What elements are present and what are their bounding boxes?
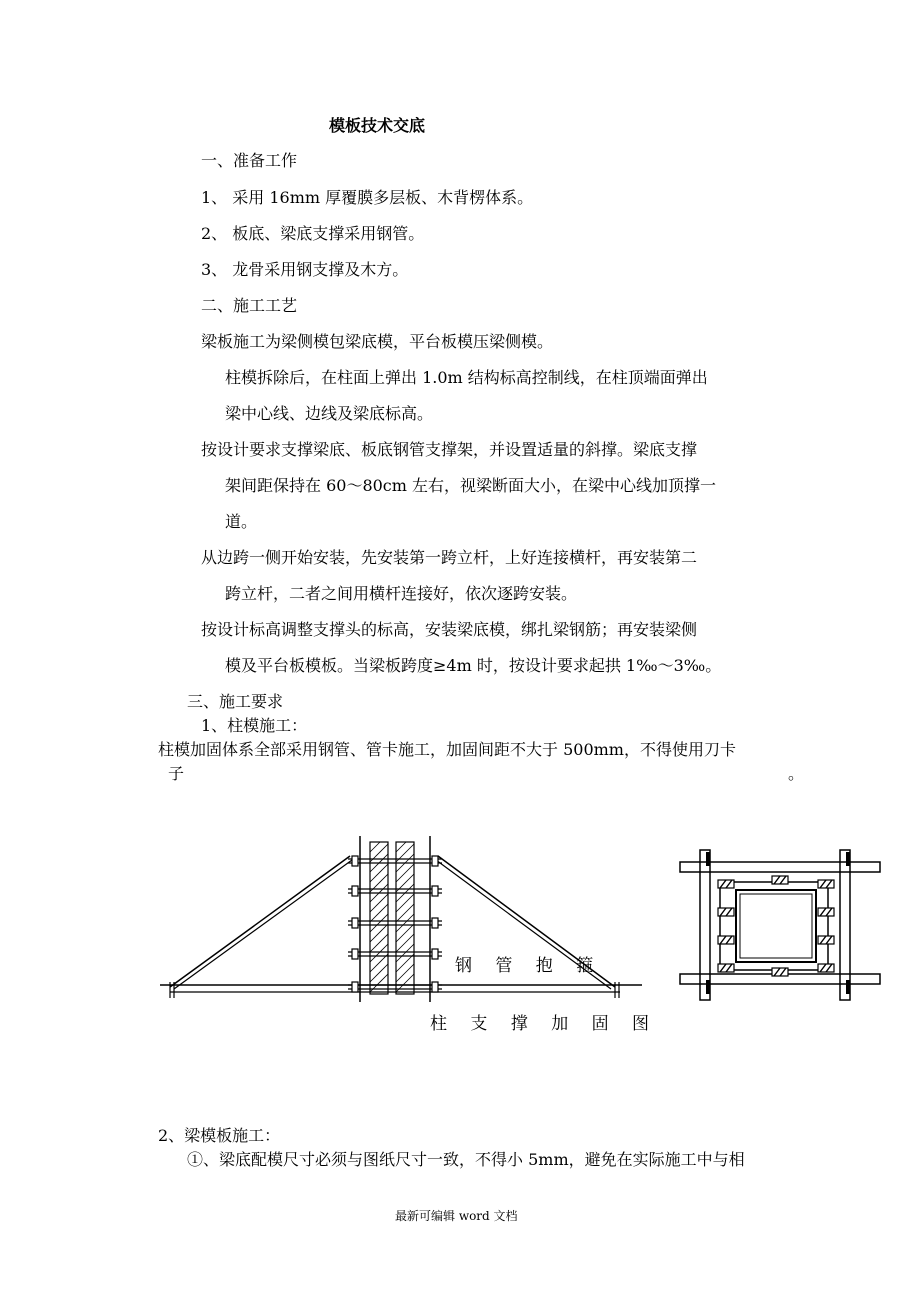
page-footer: 最新可编辑 word 文档	[395, 1209, 518, 1223]
column-formwork-plan-diagram	[676, 846, 886, 1006]
process-paragraph: 模及平台板模板。当梁板跨度≥4m 时，按设计要求起拱 1‰～3‰。	[225, 656, 722, 675]
process-paragraph: 架间距保持在 60～80cm 左右，视梁断面大小，在梁中心线加顶撑一	[225, 476, 717, 495]
steel-pipe-hoop-label: 钢 管 抱 箍	[455, 956, 603, 976]
process-paragraph: 梁板施工为梁侧模包梁底模，平台板模压梁侧模。	[201, 332, 554, 351]
requirements-paragraph: 子	[168, 764, 185, 783]
process-paragraph: 柱模拆除后，在柱面上弹出 1.0m 结构标高控制线，在柱顶端面弹出	[225, 368, 708, 387]
process-paragraph: 按设计标高调整支撑头的标高，安装梁底模，绑扎梁钢筋；再安装梁侧	[201, 620, 698, 639]
section-heading-requirements: 三、施工要求	[187, 692, 284, 711]
prep-item-1: 1、 采用 16mm 厚覆膜多层板、木背楞体系。	[201, 188, 534, 207]
section-heading-process: 二、施工工艺	[201, 296, 298, 315]
process-paragraph: 梁中心线、边线及梁底标高。	[225, 404, 434, 423]
document-title: 模板技术交底	[329, 116, 426, 135]
requirements-paragraph-end: 。	[788, 764, 805, 783]
requirements-paragraph: 柱模加固体系全部采用钢管、管卡施工，加固间距不大于 500mm，不得使用刀卡	[158, 740, 736, 759]
process-paragraph: 跨立杆，二者之间用横杆连接好，依次逐跨安装。	[225, 584, 578, 603]
prep-item-3: 3、 龙骨采用钢支撑及木方。	[201, 260, 409, 279]
section-heading-preparation: 一、准备工作	[201, 151, 298, 170]
column-support-elevation-diagram	[160, 832, 650, 1008]
process-paragraph: 道。	[225, 512, 258, 531]
process-paragraph: 从边跨一侧开始安装，先安装第一跨立杆，上好连接横杆，再安装第二	[201, 548, 698, 567]
requirements-paragraph: ①、梁底配模尺寸必须与图纸尺寸一致，不得小 5mm，避免在实际施工中与相	[187, 1150, 745, 1169]
prep-item-2: 2、 板底、梁底支撑采用钢管。	[201, 224, 425, 243]
figure-caption: 柱 支 撑 加 固 图	[430, 1014, 659, 1034]
subheading-beam-formwork: 2、梁模板施工：	[158, 1126, 281, 1145]
subheading-column-formwork: 1、柱模施工：	[201, 716, 308, 735]
process-paragraph: 按设计要求支撑梁底、板底钢管支撑架，并设置适量的斜撑。梁底支撑	[201, 440, 698, 459]
